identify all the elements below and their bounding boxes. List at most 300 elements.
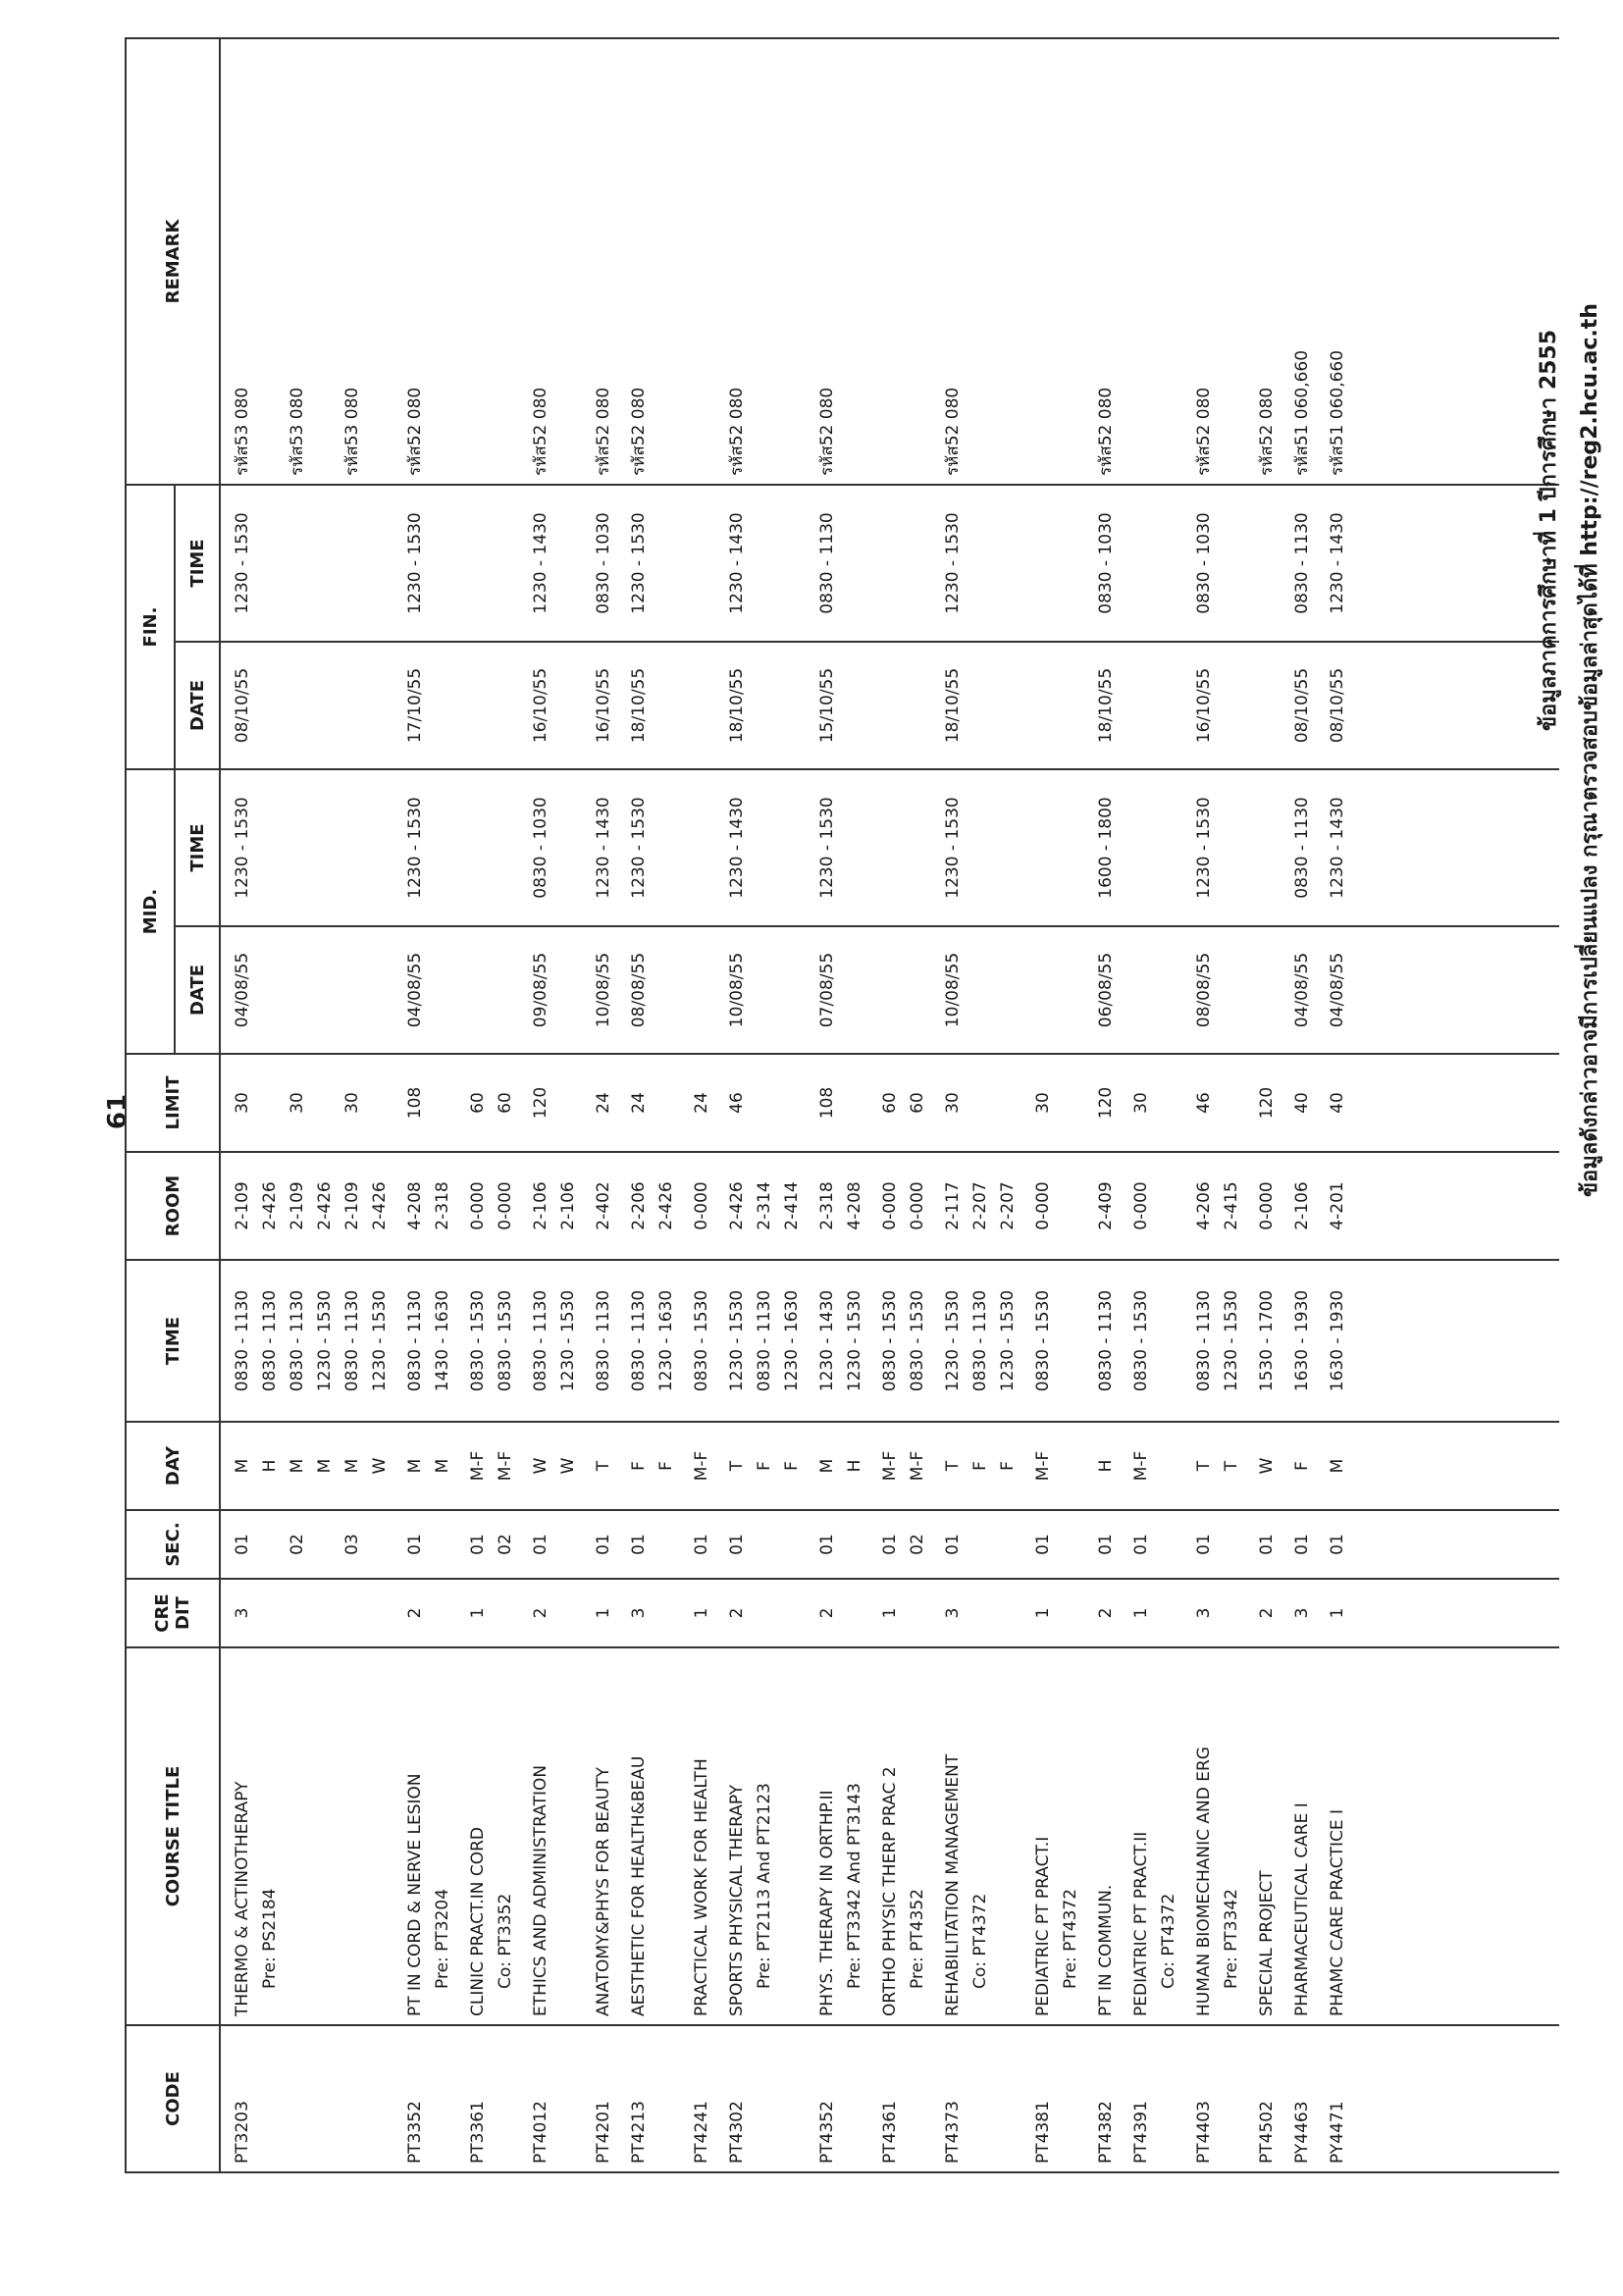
fin-date-value (464, 651, 492, 760)
fin-date-value: 08/10/55 (233, 667, 252, 744)
fin-date-value (1253, 651, 1281, 760)
credit-value: 3 (1292, 1607, 1312, 1619)
fin-time-cell (680, 485, 715, 642)
remarks-cell (582, 38, 617, 485)
credit-value: 3 (233, 1607, 252, 1619)
day-value: T (943, 1460, 963, 1472)
limit-value: 24 (629, 1092, 649, 1114)
sec-value: 01 (594, 1534, 613, 1555)
room-value: 2-206 (629, 1181, 649, 1230)
day-value: T (727, 1460, 747, 1472)
credit-value: 3 (1194, 1607, 1214, 1619)
credit-value: 3 (629, 1607, 649, 1619)
fin-date-value: 18/10/55 (727, 667, 747, 744)
code-value: PT4502 (1257, 2101, 1277, 2164)
rooms-cell (1084, 1152, 1120, 1260)
mid-date-value (688, 935, 715, 1045)
room-value: 2-109 (233, 1181, 252, 1230)
course-title-cell (715, 1647, 806, 2025)
code-cell (1281, 2025, 1316, 2172)
times-cell (680, 1260, 715, 1422)
mid-time-cell (806, 769, 868, 926)
prerequisite: Pre: PS2184 (260, 1888, 280, 1989)
course-title: ANATOMY&PHYS FOR BEAUTY (594, 1767, 613, 2016)
mid-time-value: 0830 - 1130 (1292, 797, 1312, 899)
room-value: 2-207 (998, 1181, 1018, 1230)
course-rows (220, 38, 1559, 2172)
remark-value: รหัส52 080 (1257, 387, 1277, 476)
schedule-sheet (125, 113, 1559, 2173)
course-title-cell (1245, 1647, 1281, 2025)
fin-time-cell (220, 485, 393, 642)
limit-value (311, 1063, 339, 1143)
fin-date-cell (1182, 642, 1245, 769)
rooms-cell (1281, 1152, 1316, 1260)
fin-date-value: 18/10/55 (629, 667, 649, 744)
remark-value: รหัส53 080 (342, 387, 362, 476)
rooms-cell (393, 1152, 456, 1260)
fin-date-value: 17/10/55 (405, 667, 425, 744)
table-row (582, 38, 617, 2172)
code-cell (868, 2025, 931, 2172)
fin-time-value (1253, 494, 1281, 633)
empty-cell (1351, 1260, 1559, 1422)
mid-time-value: 1230 - 1530 (405, 797, 425, 899)
mid-date-value: 04/08/55 (233, 952, 252, 1028)
rooms-cell (582, 1152, 617, 1260)
secs-cell (617, 1510, 680, 1579)
time-value: 1230 - 1630 (656, 1289, 676, 1392)
remarks-cell (1281, 38, 1316, 485)
mid-date-value: 07/08/55 (817, 952, 837, 1028)
time-value: 0830 - 1530 (468, 1289, 488, 1392)
times-cell (1281, 1260, 1316, 1422)
mid-time-value: 1230 - 1530 (233, 797, 252, 899)
room-value: 2-318 (817, 1181, 837, 1230)
room-value: 2-415 (1222, 1181, 1241, 1230)
remark-value: รหัส52 080 (1096, 387, 1116, 476)
day-value: M (405, 1458, 425, 1474)
fin-date-cell (1245, 642, 1281, 769)
remark-value: รหัส52 080 (531, 387, 550, 476)
remark-value: รหัส51 060,660 (1292, 349, 1312, 476)
fin-date-cell (582, 642, 617, 769)
fin-date-cell (806, 642, 868, 769)
time-value: 1230 - 1530 (558, 1289, 578, 1392)
sec-value: 01 (1257, 1534, 1277, 1555)
limit-value (554, 1063, 582, 1143)
code-cell (680, 2025, 715, 2172)
code-cell (1245, 2025, 1281, 2172)
fin-time-value (1127, 494, 1155, 633)
col-time: TIME (126, 1260, 220, 1422)
remarks-cell (715, 38, 806, 485)
time-value: 1630 - 1930 (1292, 1289, 1312, 1392)
credit-value: 1 (468, 1607, 488, 1619)
remark-value: รหัส53 080 (233, 387, 252, 476)
fin-time-value: 0830 - 1130 (1292, 512, 1312, 614)
table-row (393, 38, 456, 2172)
remarks-cell (1021, 38, 1084, 485)
credit-value: 1 (880, 1607, 900, 1619)
col-fin-date: DATE (175, 642, 220, 769)
credit-value: 2 (727, 1607, 747, 1619)
time-value: 1230 - 1530 (998, 1289, 1018, 1392)
time-value: 0830 - 1530 (1033, 1289, 1053, 1392)
remarks-cell (220, 38, 393, 485)
limit-value: 108 (405, 1086, 425, 1120)
remarks-cell (806, 38, 868, 485)
secs-cell (1021, 1510, 1084, 1579)
day-value: M-F (908, 1450, 927, 1482)
fin-date-cell (519, 642, 582, 769)
room-value: 0-000 (692, 1181, 711, 1230)
limits-cell (1120, 1054, 1182, 1152)
remark-value: รหัส52 080 (1194, 387, 1214, 476)
code-value: PY4471 (1328, 2101, 1347, 2164)
mid-date-value: 04/08/55 (1328, 952, 1347, 1028)
sec-value: 02 (908, 1534, 927, 1555)
mid-time-cell (582, 769, 617, 926)
course-title-cell (680, 1647, 715, 2025)
mid-date-cell (806, 926, 868, 1054)
page-number: 61 (103, 1093, 132, 1130)
code-value: PT4382 (1096, 2101, 1116, 2164)
secs-cell (1281, 1510, 1316, 1579)
mid-date-value: 10/08/55 (594, 952, 613, 1028)
remarks-cell (393, 38, 456, 485)
fin-date-value: 16/10/55 (531, 667, 550, 744)
times-cell (1245, 1260, 1281, 1422)
empty-cell (1351, 1422, 1559, 1510)
mid-date-value: 10/08/55 (943, 952, 963, 1028)
code-cell (1021, 2025, 1084, 2172)
empty-cell (1351, 2025, 1559, 2172)
limits-cell (1182, 1054, 1245, 1152)
limit-value: 46 (1194, 1092, 1214, 1114)
day-value: F (782, 1461, 802, 1471)
fin-time-cell (393, 485, 456, 642)
code-value: PT4012 (531, 2101, 550, 2164)
limit-value: 30 (1131, 1092, 1151, 1114)
remark-value: รหัส52 080 (594, 387, 613, 476)
col-code: CODE (126, 2025, 220, 2172)
room-value: 0-000 (1257, 1181, 1277, 1230)
secs-cell (582, 1510, 617, 1579)
mid-time-cell (1021, 769, 1084, 926)
fin-date-value: 08/10/55 (1292, 667, 1312, 744)
rooms-cell (1021, 1152, 1084, 1260)
empty-cell (1351, 1054, 1559, 1152)
rooms-cell (1316, 1152, 1351, 1260)
day-value: F (1292, 1461, 1312, 1471)
course-title-cell (519, 1647, 582, 2025)
limits-cell (1245, 1054, 1281, 1152)
remark-value (366, 47, 393, 476)
days-cell (1316, 1422, 1351, 1510)
room-value: 0-000 (1033, 1181, 1053, 1230)
limit-value: 108 (817, 1086, 837, 1120)
mid-date-value: 06/08/55 (1096, 952, 1116, 1028)
fin-date-value: 16/10/55 (1194, 667, 1214, 744)
fin-date-cell (868, 642, 931, 769)
mid-time-value: 1230 - 1430 (594, 797, 613, 899)
room-value: 0-000 (496, 1181, 515, 1230)
remarks-cell (1084, 38, 1120, 485)
limit-value: 60 (880, 1092, 900, 1114)
prerequisite: Co: PT4372 (970, 1893, 990, 1989)
mid-time-value (1253, 778, 1281, 917)
sec-value: 01 (1328, 1534, 1347, 1555)
credit-cell (582, 1579, 617, 1647)
remark-value: รหัส52 080 (629, 387, 649, 476)
sec-value (994, 1519, 1021, 1570)
secs-cell (220, 1510, 393, 1579)
credit-value: 2 (405, 1607, 425, 1619)
fin-date-value: 15/10/55 (817, 667, 837, 744)
sec-value: 01 (880, 1534, 900, 1555)
sec-value (311, 1519, 339, 1570)
sec-value (429, 1519, 456, 1570)
fin-date-value (688, 651, 715, 760)
fin-date-value (1029, 651, 1057, 760)
course-title: SPORTS PHYSICAL THERAPY (727, 1784, 747, 2016)
empty-cell (1351, 926, 1559, 1054)
col-remark: REMARK (126, 38, 220, 485)
room-value: 2-318 (433, 1181, 452, 1230)
code-value: PT4403 (1194, 2101, 1214, 2164)
fin-time-value: 1230 - 1430 (1328, 512, 1347, 614)
fin-time-value: 1230 - 1430 (727, 512, 747, 614)
times-cell (715, 1260, 806, 1422)
limit-value (1218, 1063, 1245, 1143)
limits-cell (617, 1054, 680, 1152)
col-mid: MID. (126, 769, 175, 1054)
limit-value (429, 1063, 456, 1143)
room-value: 0-000 (880, 1181, 900, 1230)
course-title-cell (1084, 1647, 1120, 2025)
course-title-cell (806, 1647, 868, 2025)
limits-cell (1021, 1054, 1084, 1152)
day-value: M (433, 1458, 452, 1474)
day-value: M (315, 1458, 335, 1474)
sec-value (554, 1519, 582, 1570)
day-value: H (845, 1459, 864, 1473)
day-value: M (233, 1458, 252, 1474)
rooms-cell (1182, 1152, 1245, 1260)
course-title: PHARMACEUTICAL CARE I (1292, 1802, 1312, 2016)
limit-value: 30 (288, 1092, 307, 1114)
mid-date-value: 10/08/55 (727, 952, 747, 1028)
fin-time-value (464, 494, 492, 633)
time-value: 0830 - 1130 (288, 1289, 307, 1392)
day-value: T (1194, 1460, 1214, 1472)
sec-value: 01 (1096, 1534, 1116, 1555)
time-value: 1230 - 1530 (315, 1289, 335, 1392)
remarks-cell (868, 38, 931, 485)
mid-time-value (876, 778, 904, 917)
credit-cell (868, 1579, 931, 1647)
table-row (456, 38, 519, 2172)
empty-cell (1351, 1152, 1559, 1260)
time-value: 0830 - 1130 (1194, 1289, 1214, 1392)
sec-value (751, 1519, 778, 1570)
times-cell (220, 1260, 393, 1422)
code-cell (220, 2025, 393, 2172)
fin-time-value: 1230 - 1430 (531, 512, 550, 614)
course-title-cell (1316, 1647, 1351, 2025)
fin-date-value (1127, 651, 1155, 760)
fin-date-cell (1120, 642, 1182, 769)
limit-value: 120 (531, 1086, 550, 1120)
time-value: 0830 - 1530 (908, 1289, 927, 1392)
remark-value: รหัส51 060,660 (1328, 349, 1347, 476)
fin-time-cell (519, 485, 582, 642)
limits-cell (456, 1054, 519, 1152)
room-value: 2-207 (970, 1181, 990, 1230)
time-value: 0830 - 1530 (880, 1289, 900, 1392)
table-row (1084, 38, 1120, 2172)
fin-time-value (688, 494, 715, 633)
course-title-cell (617, 1647, 680, 2025)
mid-time-value: 1230 - 1530 (943, 797, 963, 899)
mid-time-value: 1230 - 1530 (817, 797, 837, 899)
times-cell (456, 1260, 519, 1422)
col-room: ROOM (126, 1152, 220, 1260)
credit-value: 1 (1033, 1607, 1053, 1619)
time-value: 0830 - 1530 (1131, 1289, 1151, 1392)
code-value: PT4352 (817, 2101, 837, 2164)
code-value: PT4391 (1131, 2101, 1151, 2164)
remark-value (688, 47, 715, 476)
prerequisite: Pre: PT3204 (433, 1888, 452, 1989)
day-value: H (260, 1459, 280, 1473)
semester-note: ข้อมูลภาคการศึกษาที่ 1 ปีการศึกษา 2555 (1537, 329, 1561, 731)
times-cell (1021, 1260, 1084, 1422)
mid-date-value: 08/08/55 (629, 952, 649, 1028)
days-cell (519, 1422, 582, 1510)
day-value: W (558, 1457, 578, 1475)
col-credit: CRE DIT (126, 1579, 220, 1647)
limit-value: 30 (1033, 1092, 1053, 1114)
sec-value (256, 1519, 284, 1570)
credit-value: 1 (1131, 1607, 1151, 1619)
time-value: 0830 - 1130 (405, 1289, 425, 1392)
mid-time-cell (1316, 769, 1351, 926)
day-value: M (342, 1458, 362, 1474)
mid-time-value (1127, 778, 1155, 917)
prerequisite: Co: PT4372 (1159, 1893, 1178, 1989)
time-value: 1230 - 1530 (370, 1289, 390, 1392)
times-cell (1084, 1260, 1120, 1422)
sec-value (967, 1519, 994, 1570)
code-cell (1120, 2025, 1182, 2172)
code-value: PY4463 (1292, 2101, 1312, 2164)
mid-date-cell (1281, 926, 1316, 1054)
update-note: ข้อมูลดังกล่าวอาจมีการเปลี่ยนแปลง กรุณาตรวจสอบข้อมูลล่าสุดได้ที่ http://reg2.hcu.ac.th (1578, 303, 1602, 1197)
fin-time-cell (1281, 485, 1316, 642)
days-cell (806, 1422, 868, 1510)
fin-date-value: 18/10/55 (943, 667, 963, 744)
secs-cell (519, 1510, 582, 1579)
sec-value: 01 (468, 1534, 488, 1555)
mid-time-cell (868, 769, 931, 926)
secs-cell (868, 1510, 931, 1579)
table-row (1245, 38, 1281, 2172)
sec-value: 01 (727, 1534, 747, 1555)
remarks-cell (519, 38, 582, 485)
remarks-cell (680, 38, 715, 485)
limit-value: 24 (692, 1092, 711, 1114)
limits-cell (1281, 1054, 1316, 1152)
mid-date-cell (931, 926, 1021, 1054)
sec-value: 02 (288, 1534, 307, 1555)
days-cell (1084, 1422, 1120, 1510)
rooms-cell (519, 1152, 582, 1260)
room-value: 4-208 (405, 1181, 425, 1230)
sec-value (841, 1519, 868, 1570)
table-row (1316, 38, 1351, 2172)
code-cell (806, 2025, 868, 2172)
table-row (806, 38, 868, 2172)
empty-cell (1351, 1579, 1559, 1647)
room-value: 4-206 (1194, 1181, 1214, 1230)
remark-value (1127, 47, 1155, 476)
code-cell (393, 2025, 456, 2172)
course-title-cell (220, 1647, 393, 2025)
course-title-cell (1120, 1647, 1182, 2025)
limit-value: 30 (943, 1092, 963, 1114)
sec-value: 02 (496, 1534, 515, 1555)
credit-cell (1245, 1579, 1281, 1647)
empty-cell (1351, 642, 1559, 769)
days-cell (1120, 1422, 1182, 1510)
mid-date-value (1029, 935, 1057, 1045)
limit-value: 60 (496, 1092, 515, 1114)
prerequisite: Pre: PT4372 (1061, 1888, 1080, 1989)
day-value: H (1096, 1459, 1116, 1473)
code-value: PT3352 (405, 2101, 425, 2164)
credit-value: 1 (1328, 1607, 1347, 1619)
secs-cell (680, 1510, 715, 1579)
col-sec: SEC. (126, 1510, 220, 1579)
times-cell (1182, 1260, 1245, 1422)
time-value: 1430 - 1630 (433, 1289, 452, 1392)
mid-date-value: 04/08/55 (405, 952, 425, 1028)
time-value: 0830 - 1130 (233, 1289, 252, 1392)
rooms-cell (1245, 1152, 1281, 1260)
col-fin-time: TIME (175, 485, 220, 642)
sec-value: 03 (342, 1534, 362, 1555)
room-value: 2-106 (558, 1181, 578, 1230)
credit-value: 1 (692, 1607, 711, 1619)
fin-date-value (876, 651, 904, 760)
mid-time-value: 1230 - 1530 (629, 797, 649, 899)
mid-time-cell (931, 769, 1021, 926)
fin-time-cell (931, 485, 1021, 642)
mid-time-value: 1230 - 1530 (1194, 797, 1214, 899)
mid-date-value (1127, 935, 1155, 1045)
day-value: M (1328, 1458, 1347, 1474)
room-value: 2-426 (370, 1181, 390, 1230)
day-value: W (1257, 1457, 1277, 1475)
room-value: 2-426 (727, 1181, 747, 1230)
limits-cell (715, 1054, 806, 1152)
day-value: F (970, 1461, 990, 1471)
fin-date-cell (1316, 642, 1351, 769)
sec-value: 01 (531, 1534, 550, 1555)
remarks-cell (617, 38, 680, 485)
